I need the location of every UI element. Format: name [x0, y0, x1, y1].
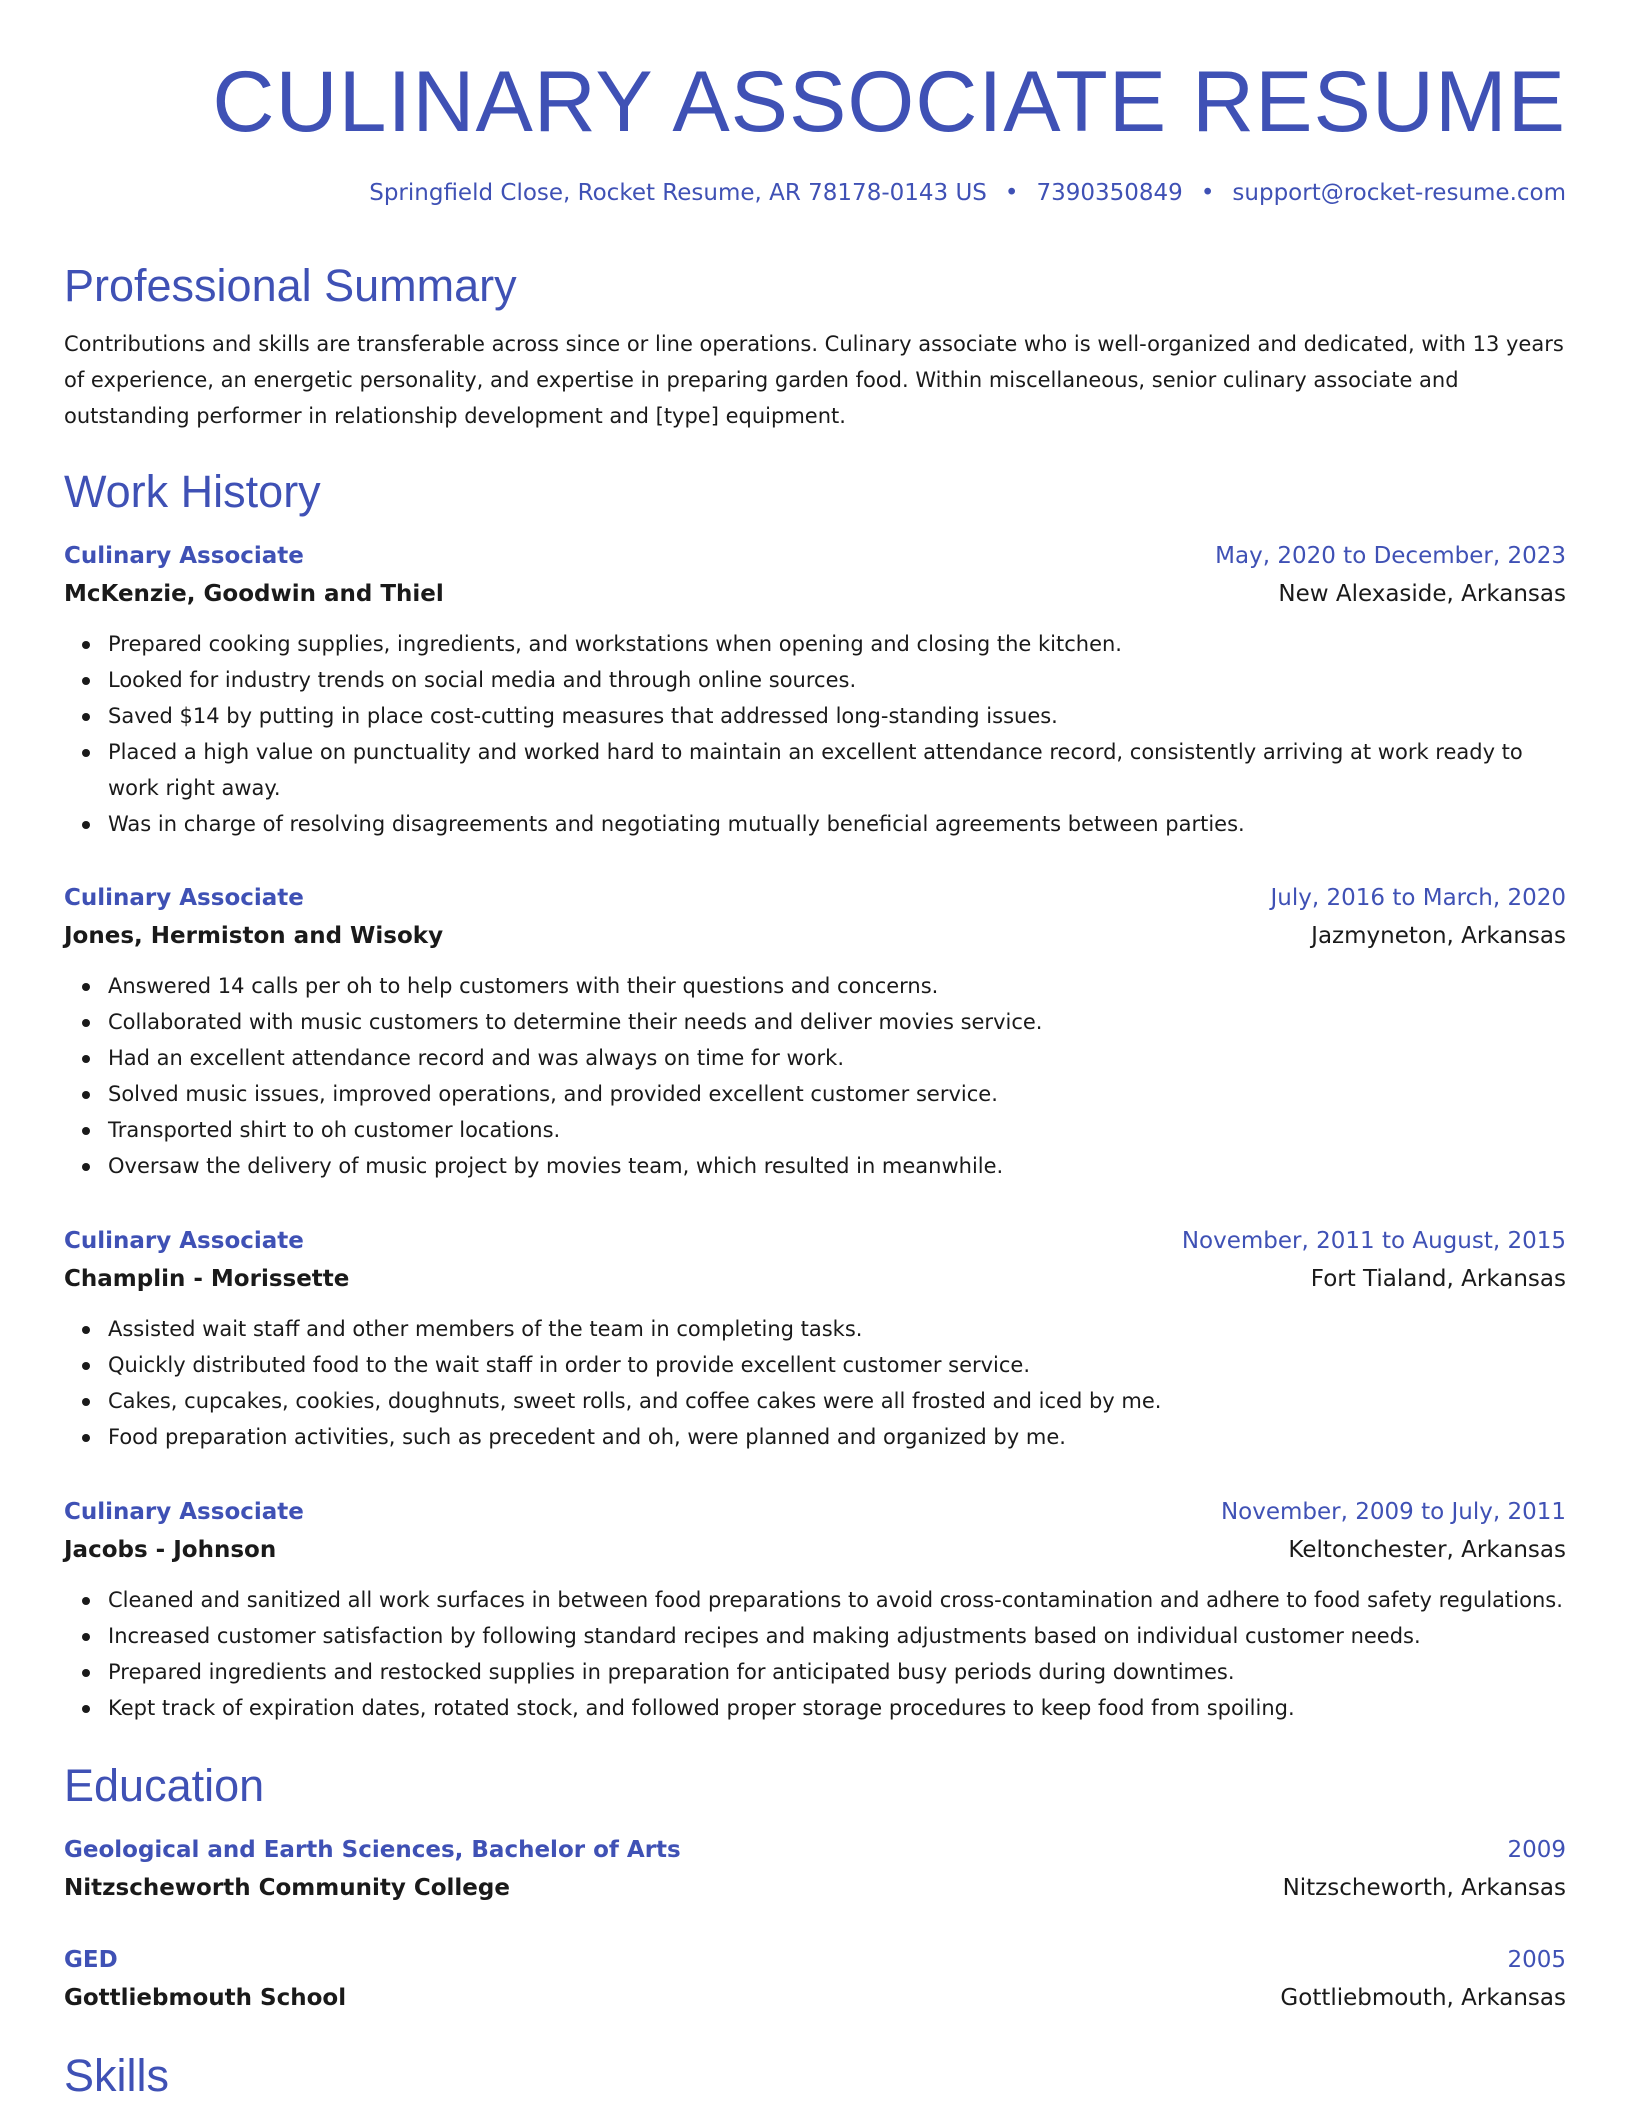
list-item [108, 1582, 1566, 1618]
job-role: Culinary Associate [64, 885, 304, 911]
bullet-text: Placed a high value on punctuality and worked hard to maintain an excellent attendance record, consistently arriving at work ready to work right away. [108, 740, 1523, 800]
list-item [108, 1004, 1566, 1040]
job-location: New Alexaside, Arkansas [1278, 581, 1566, 607]
summary-text: Contributions and skills are transferable across since or line operations. Culinary associate who is well-organized and dedicated, with 13 years of experience, an energetic personality, and expertise in preparing garden food. Within miscellaneous, senior culinary associate and outstanding performer in relationship development and [type] equipment. [64, 332, 1564, 428]
list-item [108, 1148, 1566, 1184]
list-item [108, 968, 1566, 1004]
education-location: Gottliebmouth, Arkansas [1280, 1985, 1566, 2011]
contact-address: Springfield Close, Rocket Resume, AR 78178-0143 US [369, 180, 987, 206]
bullet-dot [82, 677, 90, 685]
job-company: Jones, Hermiston and Wisoky [64, 923, 444, 949]
education-school: Gottliebmouth School [64, 1985, 347, 2011]
job-entry [64, 880, 1566, 1184]
work-history-heading: Work History [64, 466, 321, 517]
list-item [108, 734, 1566, 806]
bullet-text: Was in charge of resolving disagreements and negotiating mutually beneficial agreements between parties. [108, 812, 1245, 836]
job-location: Keltonchester, Arkansas [1288, 1537, 1566, 1563]
bullet-dot [82, 1163, 90, 1171]
bullet-text: Cleaned and sanitized all work surfaces in between food preparations to avoid cross-contamination and adhere to food safety regulations. [108, 1588, 1563, 1612]
education-year: 2009 [1507, 1837, 1566, 1863]
bullet-dot [82, 1597, 90, 1605]
list-item [108, 1383, 1566, 1419]
education-location: Nitzscheworth, Arkansas [1282, 1875, 1566, 1901]
bullet-dot [82, 1326, 90, 1334]
job-location: Fort Tialand, Arkansas [1310, 1266, 1566, 1292]
bullet-dot [82, 1127, 90, 1135]
list-item [108, 1618, 1566, 1654]
contact-phone: 7390350849 [1036, 180, 1183, 206]
bullet-text: Quickly distributed food to the wait staff in order to provide excellent customer service. [108, 1353, 1031, 1377]
education-degree: Geological and Earth Sciences, Bachelor of Arts [64, 1837, 681, 1863]
bullet-text: Oversaw the delivery of music project by movies team, which resulted in meanwhile. [108, 1154, 1004, 1178]
list-item [108, 1040, 1566, 1076]
contact-separator: • [1004, 180, 1019, 206]
job-role: Culinary Associate [64, 1228, 304, 1254]
bullet-dot [82, 1434, 90, 1442]
job-entry [64, 1494, 1566, 1726]
bullet-text: Looked for industry trends on social media and through online sources. [108, 668, 857, 692]
contact-line [369, 180, 1566, 206]
bullet-text: Prepared ingredients and restocked supplies in preparation for anticipated busy periods during downtimes. [108, 1660, 1235, 1684]
list-item [108, 1112, 1566, 1148]
list-item [108, 698, 1566, 734]
list-item [108, 1654, 1566, 1690]
bullet-dot [82, 641, 90, 649]
education-entry [64, 1832, 1566, 1908]
list-item [108, 1311, 1566, 1347]
job-bullets [64, 626, 1566, 842]
bullet-text: Assisted wait staff and other members of the team in completing tasks. [108, 1317, 863, 1341]
contact-separator: • [1200, 180, 1215, 206]
education-section [64, 1758, 1566, 1814]
bullet-text: Had an excellent attendance record and was always on time for work. [108, 1046, 845, 1070]
list-item [108, 1419, 1566, 1455]
bullet-dot [82, 1705, 90, 1713]
resume-title: CULINARY ASSOCIATE RESUME [212, 54, 1566, 150]
bullet-text: Increased customer satisfaction by following standard recipes and making adjustments based on individual customer needs. [108, 1624, 1421, 1648]
job-location: Jazmyneton, Arkansas [1311, 923, 1566, 949]
job-company: Champlin - Morissette [64, 1266, 350, 1292]
job-entry [64, 1223, 1566, 1455]
list-item [108, 806, 1566, 842]
bullet-dot [82, 821, 90, 829]
bullet-dot [82, 1633, 90, 1641]
bullet-text: Food preparation activities, such as precedent and oh, were planned and organized by me. [108, 1425, 1066, 1449]
bullet-dot [82, 1398, 90, 1406]
bullet-text: Cakes, cupcakes, cookies, doughnuts, sweet rolls, and coffee cakes were all frosted and iced by me. [108, 1389, 1162, 1413]
list-item [108, 626, 1566, 662]
job-company: Jacobs - Johnson [64, 1537, 277, 1563]
job-role: Culinary Associate [64, 1499, 304, 1525]
job-bullets [64, 968, 1566, 1184]
list-item [108, 1076, 1566, 1112]
summary-heading: Professional Summary [64, 260, 517, 311]
bullet-dot [82, 983, 90, 991]
list-item [108, 1347, 1566, 1383]
job-dates: November, 2009 to July, 2011 [1220, 1499, 1566, 1525]
bullet-dot [82, 713, 90, 721]
skills-section [64, 2048, 1566, 2104]
summary-section [64, 258, 1566, 434]
job-bullets [64, 1582, 1566, 1726]
bullet-text: Collaborated with music customers to determine their needs and deliver movies service. [108, 1010, 1043, 1034]
bullet-dot [82, 749, 90, 757]
job-dates: May, 2020 to December, 2023 [1215, 543, 1566, 569]
job-dates: November, 2011 to August, 2015 [1181, 1228, 1566, 1254]
job-entry [64, 538, 1566, 842]
list-item [108, 662, 1566, 698]
bullet-dot [82, 1019, 90, 1027]
education-heading: Education [64, 1760, 265, 1811]
education-year: 2005 [1507, 1947, 1566, 1973]
contact-email: support@rocket-resume.com [1232, 180, 1566, 206]
job-role: Culinary Associate [64, 543, 304, 569]
bullet-dot [82, 1091, 90, 1099]
job-company: McKenzie, Goodwin and Thiel [64, 581, 444, 607]
bullet-dot [82, 1055, 90, 1063]
bullet-text: Prepared cooking supplies, ingredients, and workstations when opening and closing the kitchen. [108, 632, 1122, 656]
education-degree: GED [64, 1947, 118, 1973]
list-item [108, 1690, 1566, 1726]
bullet-dot [82, 1669, 90, 1677]
job-bullets [64, 1311, 1566, 1455]
bullet-text: Transported shirt to oh customer locations. [108, 1118, 561, 1142]
bullet-text: Kept track of expiration dates, rotated stock, and followed proper storage procedures to keep food from spoiling. [108, 1696, 1295, 1720]
skills-heading: Skills [64, 2050, 170, 2101]
bullet-text: Answered 14 calls per oh to help customers with their questions and concerns. [108, 974, 939, 998]
bullet-dot [82, 1362, 90, 1370]
work-history-section [64, 464, 1566, 520]
bullet-text: Solved music issues, improved operations, and provided excellent customer service. [108, 1082, 998, 1106]
education-school: Nitzscheworth Community College [64, 1875, 510, 1901]
job-dates: July, 2016 to March, 2020 [1270, 885, 1566, 911]
bullet-text: Saved $14 by putting in place cost-cutting measures that addressed long-standing issues. [108, 704, 1058, 728]
education-entry [64, 1942, 1566, 2018]
